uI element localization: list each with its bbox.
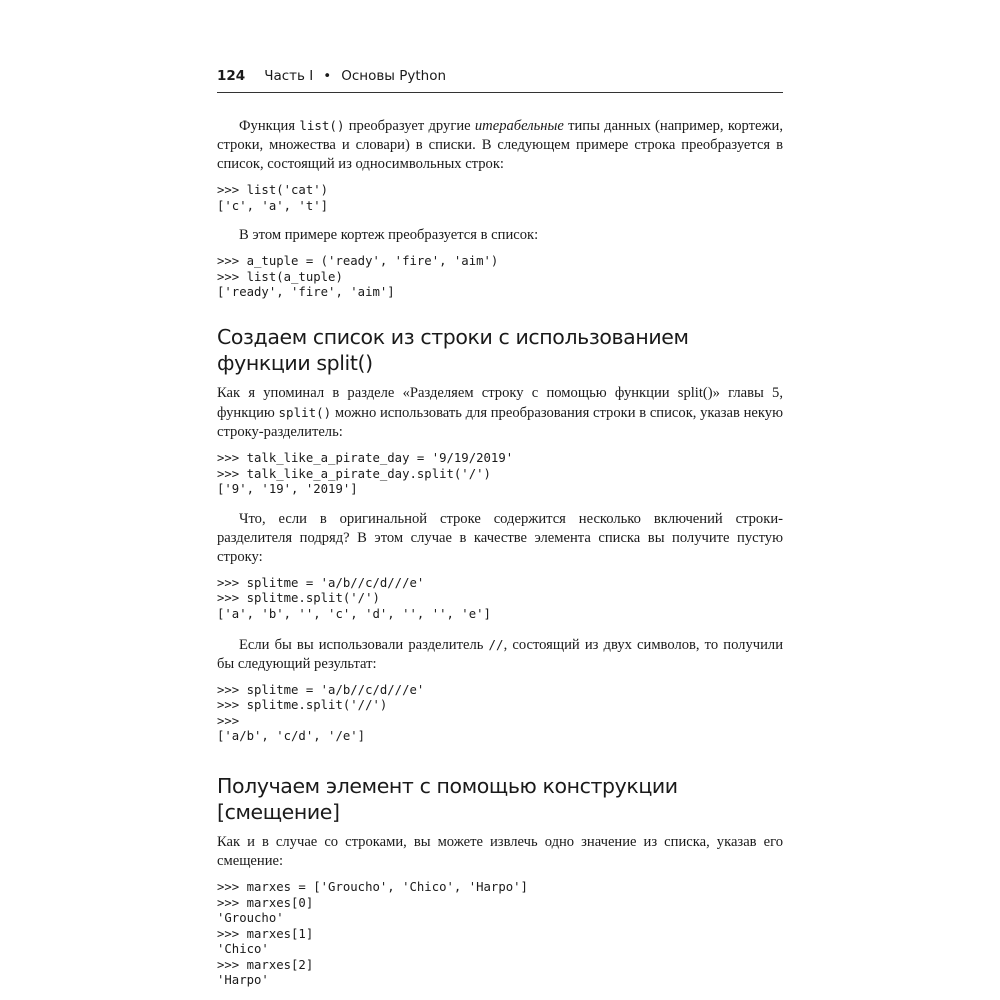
code-line: ['9', '19', '2019']	[217, 482, 358, 497]
code-line: ['c', 'a', 't']	[217, 198, 329, 213]
code-line: >>> splitme = 'a/b//c/d///e'	[217, 682, 425, 697]
text-run: Если бы вы использовали разделитель	[239, 636, 489, 653]
code-line: >>> marxes[1]	[217, 926, 314, 941]
code-block-list-cat	[217, 183, 783, 214]
code-line: >>> splitme.split('//')	[217, 698, 388, 713]
paragraph-offset-intro: Как и в случае со строками, вы можете извлечь одно значение из списка, указав его смещение:	[217, 833, 783, 869]
paragraph-tuple-example: В этом примере кортеж преобразуется в список:	[239, 227, 539, 244]
code-line: ['ready', 'fire', 'aim']	[217, 285, 395, 300]
paragraph-double-slash	[217, 635, 783, 674]
code-line: >>> list('cat')	[217, 183, 329, 197]
code-line: ['a', 'b', '', 'c', 'd', '', '', 'e']	[217, 606, 491, 621]
inline-code: list()	[299, 118, 345, 133]
inline-code: split()	[278, 404, 332, 420]
code-line: >>> a_tuple = ('ready', 'fire', 'aim')	[217, 254, 499, 269]
code-line: >>> marxes = ['Groucho', 'Chico', 'Harpo']	[217, 879, 528, 894]
code-line: >>> splitme = 'a/b//c/d///e'	[217, 575, 425, 590]
inline-code: //	[488, 636, 504, 652]
code-line: >>> list(a_tuple)	[217, 269, 343, 284]
paragraph-split-intro	[217, 384, 783, 442]
emphasized-term: итерабельные	[474, 118, 564, 134]
code-line: >>> splitme.split('/')	[217, 591, 380, 606]
code-line: 'Harpo'	[217, 973, 269, 988]
code-block-pirate-day	[217, 451, 783, 498]
code-line: 'Groucho'	[217, 911, 284, 926]
code-block-splitme-double-slash	[217, 683, 783, 745]
code-line: >>> marxes[0]	[217, 895, 314, 910]
text-run: Функция	[239, 118, 300, 134]
text-run: преобразует другие	[344, 118, 475, 134]
running-header	[217, 68, 783, 93]
text-run: , состоящий из двух символов, то получили бы следующий результат:	[217, 636, 784, 672]
code-line: ['a/b', 'c/d', '/e']	[217, 729, 366, 744]
text-run: Как я упоминал в разделе «Разделяем строку с помощью функции split()» главы 5, функцию	[217, 384, 783, 421]
page-content	[217, 68, 783, 989]
text-run: можно использовать для преобразования строки в список, указав некую строку-разделитель:	[217, 404, 783, 440]
section-heading-split: Создаем список из строки с использованием функции split()	[217, 324, 689, 375]
page-number: 124	[217, 68, 246, 84]
chapter-title: Основы Python	[341, 68, 447, 84]
code-line: >>> talk_like_a_pirate_day = '9/19/2019'	[217, 450, 514, 465]
code-line: 'Chico'	[217, 942, 269, 957]
paragraph-repeated-separator: Что, если в оригинальной строке содержится несколько включений строки-разделителя подряд? В этом случае в качестве элемента списка вы получите пустую строку:	[217, 510, 783, 565]
code-block-splitme-slash	[217, 576, 783, 623]
code-line: >>> talk_like_a_pirate_day.split('/')	[217, 466, 491, 481]
code-block-tuple	[217, 254, 783, 301]
code-block-marxes	[217, 880, 783, 989]
code-line: >>> marxes[2]	[217, 957, 314, 972]
code-line: >>>	[217, 713, 240, 728]
header-bullet: •	[323, 68, 332, 84]
text-run: типы данных (например, кортежи, строки, множества и словари) в списки. В следующем примере строка преобразуется в список, состоящий из односимвольных строк:	[217, 118, 783, 172]
part-label: Часть I	[264, 68, 314, 84]
section-heading-offset: Получаем элемент с помощью конструкции [смещение]	[217, 773, 678, 824]
paragraph-list-function	[217, 116, 783, 174]
